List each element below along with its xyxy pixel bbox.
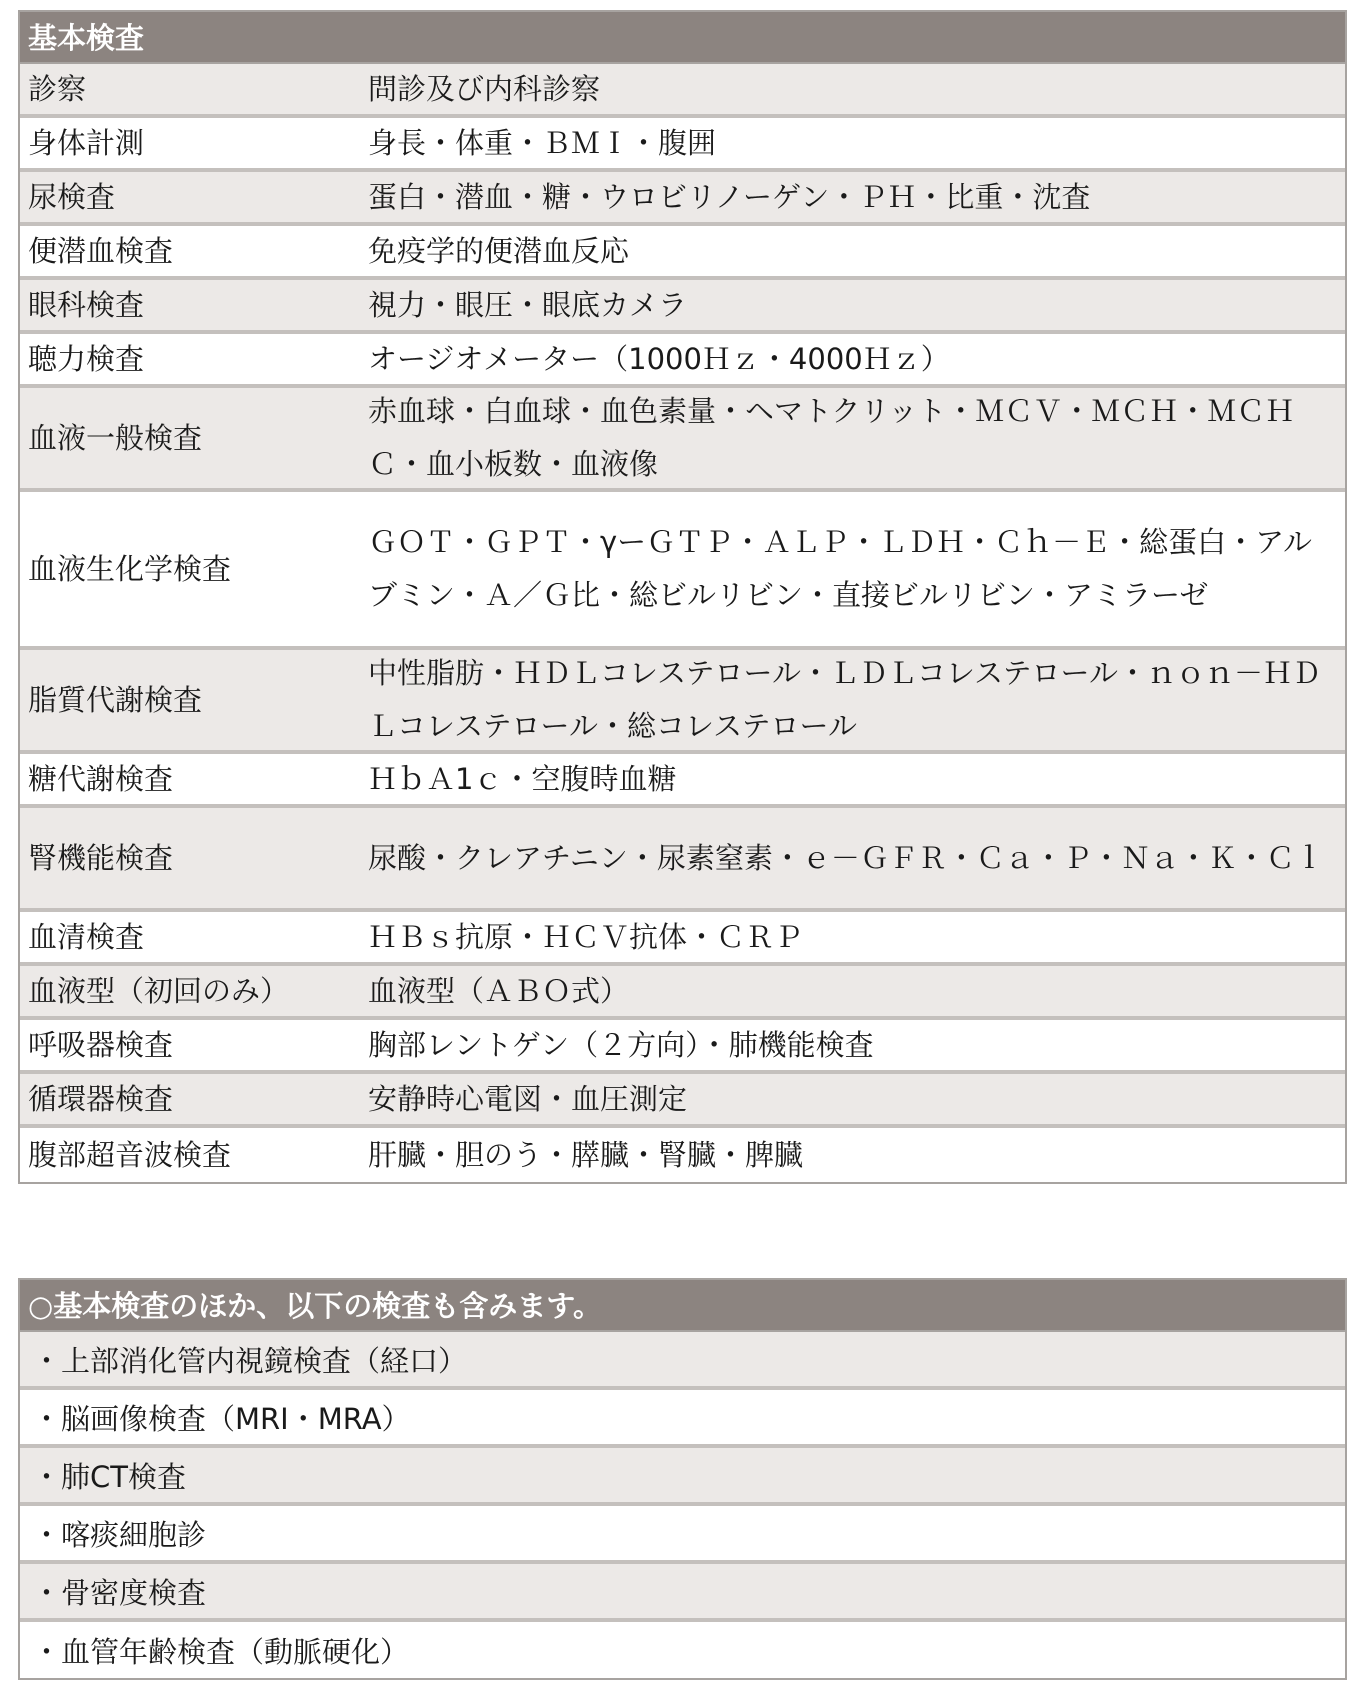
table-row [20,492,1345,650]
row-desc: 赤血球・白血球・血色素量・ヘマトクリット・ＭＣＶ・ＭＣＨ・ＭＣＨＣ・血小板数・血液像 [368,394,1295,481]
row-desc: 尿酸・クレアチニン・尿素窒素・ｅ－ＧＦＲ・Ｃａ・Ｐ・Ｎａ・Ｋ・Ｃｌ [368,840,1324,875]
row-label: 診察 [28,71,87,106]
table-row [20,1020,1345,1074]
list-item: ・骨密度検査 [20,1564,1345,1622]
row-desc: 安静時心電図・血圧測定 [368,1081,688,1116]
row-desc: オージオメーター（1000Ｈｚ・4000Ｈｚ） [368,341,950,376]
table-row [20,118,1345,172]
basic-exam-title: 基本検査 [20,12,1345,64]
table-row [20,1128,1345,1182]
table-row [20,754,1345,808]
row-desc: 肝臓・胆のう・膵臓・腎臓・脾臓 [368,1137,804,1172]
list-item: ・喀痰細胞診 [20,1506,1345,1564]
row-label: 循環器検査 [28,1081,174,1116]
table-row [20,226,1345,280]
row-desc: 血液型（ＡＢＯ式） [368,973,630,1008]
row-label: 眼科検査 [28,287,145,322]
table-row [20,172,1345,226]
row-desc: 免疫学的便潜血反応 [368,233,630,268]
table-row [20,912,1345,966]
row-desc: ＨＢｓ抗原・ＨＣＶ抗体・ＣＲＰ [368,919,804,954]
row-desc: 蛋白・潜血・糖・ウロビリノーゲン・ＰＨ・比重・沈査 [368,179,1091,214]
row-label: 血液型（初回のみ） [28,973,290,1008]
table-row [20,64,1345,118]
row-label: 血液一般検査 [28,420,203,455]
row-label: 血液生化学検査 [28,551,232,586]
table-row [20,388,1345,492]
row-label: 便潜血検査 [28,233,174,268]
row-desc: 胸部レントゲン（２方向）・肺機能検査 [368,1027,874,1062]
list-item: ・脳画像検査（MRI・MRA） [20,1390,1345,1448]
basic-exam-table [18,10,1347,1184]
row-label: 尿検査 [28,179,116,214]
row-desc: 身長・体重・ＢＭＩ・腹囲 [368,125,717,160]
row-label: 糖代謝検査 [28,761,174,796]
list-item: ・血管年齢検査（動脈硬化） [20,1622,1345,1678]
list-item: ・上部消化管内視鏡検査（経口） [20,1332,1345,1390]
table-row [20,1074,1345,1128]
row-desc: 中性脂肪・ＨＤＬコレステロール・ＬＤＬコレステロール・ｎｏｎ－ＨＤＬコレステロール・総コレステロール [368,656,1321,743]
table-row [20,334,1345,388]
row-label: 腎機能検査 [28,840,174,875]
extra-exam-title: ○基本検査のほか、以下の検査も含みます。 [20,1280,1345,1332]
row-desc: 視力・眼圧・眼底カメラ [368,287,688,322]
table-row [20,650,1345,754]
row-label: 聴力検査 [28,341,145,376]
row-label: 血清検査 [28,919,145,954]
row-desc: ＨｂＡ1ｃ・空腹時血糖 [368,761,677,796]
row-label: 身体計測 [28,125,145,160]
table-row [20,808,1345,912]
table-row [20,280,1345,334]
list-item: ・肺CT検査 [20,1448,1345,1506]
row-desc: 問診及び内科診察 [368,71,601,106]
row-label: 呼吸器検査 [28,1027,174,1062]
extra-exam-table [18,1278,1347,1680]
row-desc: ＧＯＴ・ＧＰＴ・γーＧＴＰ・ＡＬＰ・ＬＤＨ・Ｃｈ－Ｅ・総蛋白・アルブミン・Ａ／Ｇ比・総ビルリビン・直接ビルリビン・アミラーゼ [368,525,1313,612]
table-row [20,966,1345,1020]
row-label: 脂質代謝検査 [28,682,203,717]
row-label: 腹部超音波検査 [28,1137,232,1172]
